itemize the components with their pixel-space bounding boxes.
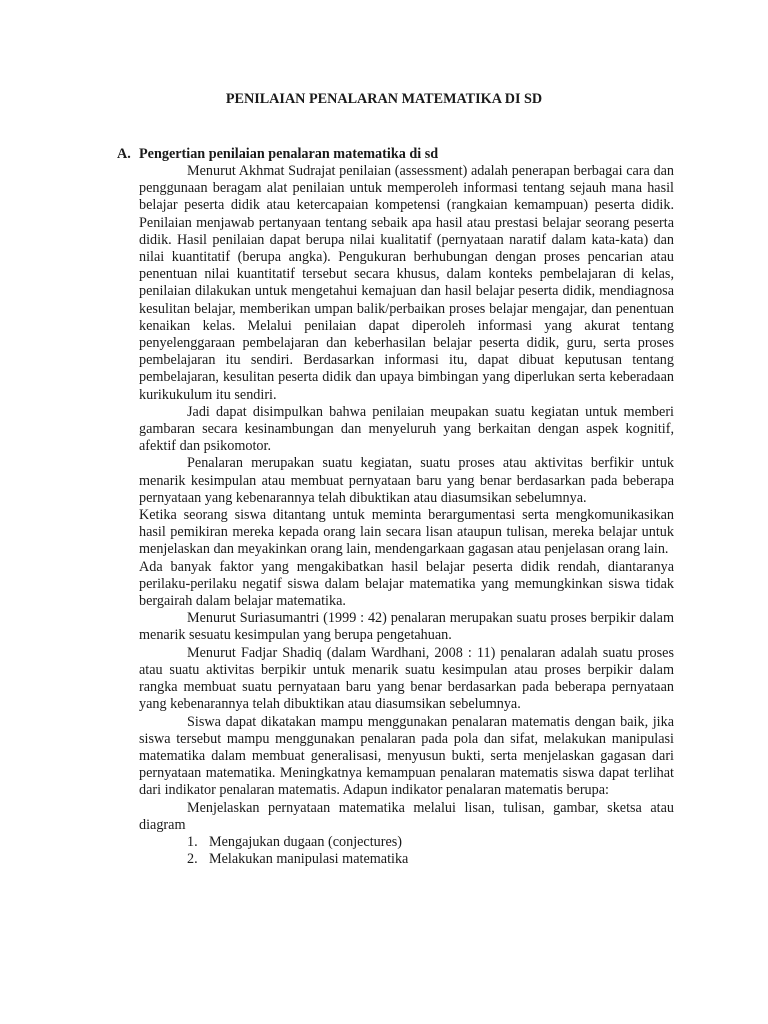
indicator-list xyxy=(139,834,674,868)
paragraph: Penalaran merupakan suatu kegiatan, suatu proses atau aktivitas berfikir untuk menarik kesimpulan atau membuat pernyataan baru yang benar berdasarkan pada beberapa pernyataan yang kebenarannya telah dibuktikan atau diasumsikan sebelumnya. xyxy=(139,455,674,506)
list-number: 2. xyxy=(187,851,198,868)
paragraph: Ada banyak faktor yang mengakibatkan hasil belajar peserta didik rendah, diantaranya perilaku-perilaku negatif siswa dalam belajar matematika yang memungkinkan siswa tidak bergairah dalam belajar matematika. xyxy=(139,558,674,610)
paragraph: Menurut Fadjar Shadiq (dalam Wardhani, 2008 : 11) penalaran adalah suatu proses atau suatu aktivitas berpikir untuk menarik suatu kesimpulan atau proses berpikir dalam rangka membuat suatu pernyataan baru yang benar berdasarkan pada beberapa pernyataan yang kebenarannya telah dibuktikan atau diasumsikan sebelumnya. xyxy=(139,644,674,713)
paragraph: Menurut Akhmat Sudrajat penilaian (assessment) adalah penerapan berbagai cara dan penggunaan beragam alat penilaian untuk memperoleh informasi tentang sejauh mana hasil belajar peserta didik atau ketercapaian kompetensi (rangkaian kemampuan) peserta didik. Penilaian menjawab pertanyaan tentang sebaik apa hasil atau prestasi belajar seorang peserta didik. Hasil penilaian dapat berupa nilai kualitatif (pernyataan naratif dalam kata-kata) dan nilai kuantitatif (berupa angka). Pengukuran berhubungan dengan proses pencarian atau penentuan nilai kuantitatif tersebut secara khusus, dalam konteks pembelajaran di kelas, penilaian dilakukan untuk mengetahui kemajuan dan hasil belajar peserta didik, mendiagnosa kesulitan belajar, memberikan umpan balik/perbaikan proses belajar mengajar, dan penentuan kenaikan kelas. Melalui penilaian dapat diperoleh informasi yang akurat tentang penyelenggaraan pembelajaran dan keberhasilan belajar peserta didik, guru, serta proses pembelajaran itu sendiri. Berdasarkan informasi itu, dapat dibuat keputusan tentang pembelajaran, kesulitan peserta didik dan upaya bimbingan yang diperlukan serta keberadaan kurikukulum itu sendiri. xyxy=(139,163,674,403)
section-heading-text: Pengertian penilaian penalaran matematika di sd xyxy=(139,146,439,162)
paragraph: Jadi dapat disimpulkan bahwa penilaian meupakan suatu kegiatan untuk memberi gambaran secara kesinambungan dan menyeluruh yang berkaitan dengan aspek kognitif, afektif dan psikomotor. xyxy=(139,403,674,455)
paragraph: Menjelaskan pernyataan matematika melalui lisan, tulisan, gambar, sketsa atau diagram xyxy=(139,799,674,833)
paragraph: Menurut Suriasumantri (1999 : 42) penalaran merupakan suatu proses berpikir dalam menarik sesuatu kesimpulan yang berupa pengetahuan. xyxy=(139,610,674,644)
paragraph: Siswa dapat dikatakan mampu menggunakan penalaran matematis dengan baik, jika siswa tersebut mampu menggunakan penalaran pada pola dan sifat, melakukan manipulasi matematika dalam membuat generalisasi, menyusun bukti, serta menjelaskan gagasan dari pernyataan matematika. Meningkatnya kemampuan penalaran matematis siswa dapat terlihat dari indikator penalaran matematis. Adapun indikator penalaran matematis berupa: xyxy=(139,713,674,799)
list-item xyxy=(139,851,674,868)
section-label: A. xyxy=(117,146,131,162)
document-title: PENILAIAN PENALARAN MATEMATIKA DI SD xyxy=(225,91,543,107)
section-heading xyxy=(117,146,438,163)
list-item xyxy=(139,834,674,851)
document-body xyxy=(139,163,674,868)
list-text: Melakukan manipulasi matematika xyxy=(209,851,409,868)
list-number: 1. xyxy=(187,833,198,850)
paragraph: Ketika seorang siswa ditantang untuk meminta berargumentasi serta mengkomunikasikan hasil pemikiran mereka kepada orang lain secara lisan ataupun tulisan, mereka belajar untuk menjelaskan dan meyakinkan orang lain, mendengarkaan gagasan atau penjelasan orang lain. xyxy=(139,507,674,558)
list-text: Mengajukan dugaan (conjectures) xyxy=(209,833,403,850)
